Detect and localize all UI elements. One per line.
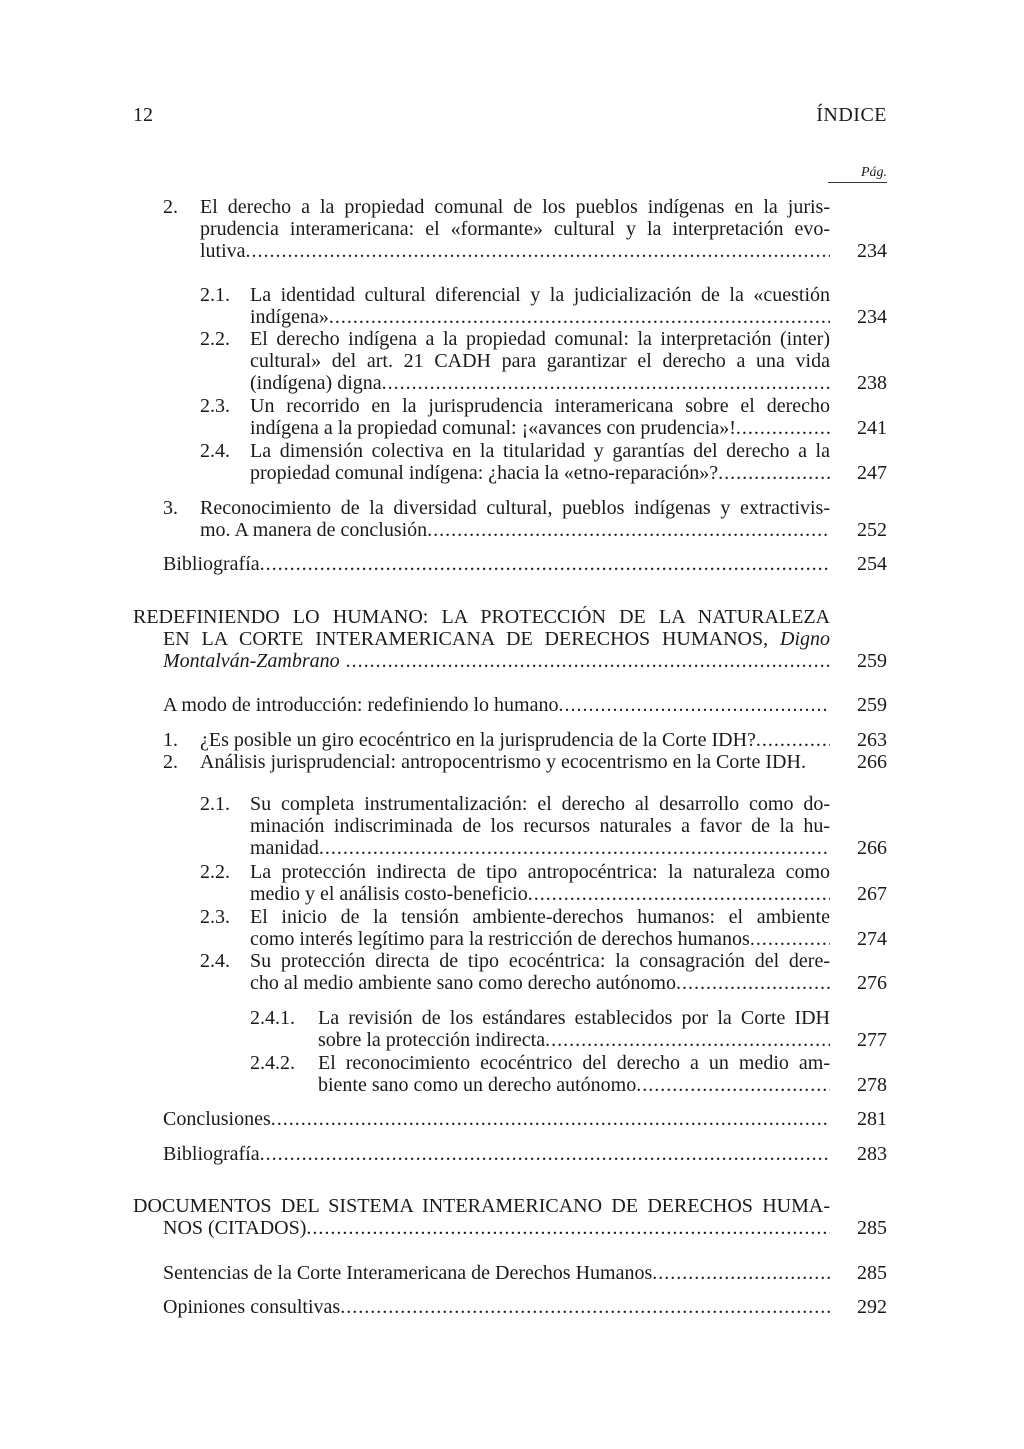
entry-line: El derecho indígena a la propiedad comunal: la interpretación (inter) [250, 328, 830, 350]
leader-dots [636, 1074, 830, 1096]
entry-page: 267 [857, 883, 887, 905]
leader-dots [319, 837, 830, 859]
leader-dots [750, 928, 830, 950]
entry-number: 2. [163, 751, 178, 773]
toc-entry-conclusiones[interactable] [0, 1108, 1024, 1130]
entry-line: Reconocimiento de la diversidad cultural, pueblos indígenas y extractivis- [200, 497, 830, 519]
toc-entry-opiniones[interactable] [0, 1296, 1024, 1318]
entry-page: 285 [857, 1262, 887, 1284]
entry-line: El inicio de la tensión ambiente-derechos humanos: el ambiente [250, 906, 830, 928]
entry-line: (indígena) digna [250, 372, 382, 394]
page-number: 12 [133, 104, 153, 126]
entry-line: El derecho a la propiedad comunal de los pueblos indígenas en la juris- [200, 196, 830, 218]
entry-page: 259 [857, 694, 887, 716]
entry-line: prudencia interamericana: el «formante» cultural y la interpretación evo- [200, 218, 830, 240]
entry-line: indígena» [250, 306, 329, 328]
entry-page: 285 [857, 1217, 887, 1239]
leader-dots [340, 1296, 830, 1318]
entry-page: 274 [857, 928, 887, 950]
chapter-line: REDEFINIENDO LO HUMANO: LA PROTECCIÓN DE LA NATURALEZA [133, 606, 830, 628]
page-column-rule [828, 182, 887, 183]
entry-number: 1. [163, 729, 178, 751]
toc-chapter-redefiniendo[interactable] [0, 606, 1024, 672]
entry-page: 266 [857, 837, 887, 859]
chapter-line: DOCUMENTOS DEL SISTEMA INTERAMERICANO DE DERECHOS HUMA- [133, 1195, 830, 1217]
entry-number: 2.4.1. [250, 1007, 295, 1029]
toc-entry-2-1[interactable] [0, 284, 1024, 328]
leader-dots [382, 372, 830, 394]
leader-dots [558, 694, 830, 716]
chapter-line: EN LA CORTE INTERAMERICANA DE DERECHOS HUMANOS, Digno [163, 628, 830, 650]
leader-dots [271, 1108, 830, 1130]
toc-entry-2-3[interactable] [0, 395, 1024, 439]
entry-page: 241 [857, 417, 887, 439]
entry-line: La revisión de los estándares establecidos por la Corte IDH [318, 1007, 830, 1029]
entry-line: manidad [250, 837, 319, 859]
leader-dots [346, 650, 830, 672]
entry-line: indígena a la propiedad comunal: ¡«avances con prudencia»! [250, 417, 736, 439]
leader-dots [246, 240, 830, 262]
entry-page: 234 [857, 240, 887, 262]
leader-dots [306, 1217, 830, 1239]
toc-entry-c2[interactable] [0, 751, 1024, 773]
entry-number: 2.4.2. [250, 1052, 295, 1074]
toc-entry-sentencias[interactable] [0, 1262, 1024, 1284]
entry-line: La dimensión colectiva en la titularidad y garantías del derecho a la [250, 440, 830, 462]
toc-entry-c2-4-2[interactable] [0, 1052, 1024, 1096]
entry-line: Bibliografía [163, 553, 260, 575]
entry-line: Su completa instrumentalización: el derecho al desarrollo como do- [250, 793, 830, 815]
entry-line: lutiva [200, 240, 246, 262]
entry-line: El reconocimiento ecocéntrico del derecho a un medio am- [318, 1052, 830, 1074]
leader-dots [427, 519, 830, 541]
entry-line: ¿Es posible un giro ecocéntrico en la jurisprudencia de la Corte IDH? [200, 729, 756, 751]
entry-line: como interés legítimo para la restricción de derechos humanos [250, 928, 750, 950]
entry-line: cultural» del art. 21 CADH para garantizar el derecho a una vida [250, 350, 830, 372]
leader-dots [329, 306, 830, 328]
entry-number: 2.1. [200, 793, 230, 815]
toc-entry-introduccion[interactable] [0, 694, 1024, 716]
entry-page: 277 [857, 1029, 887, 1051]
leader-dots [260, 1143, 830, 1165]
author-name: Montalván-Zambrano [163, 650, 340, 672]
toc-entry-c2-4[interactable] [0, 950, 1024, 994]
entry-line: biente sano como un derecho autónomo [318, 1074, 637, 1096]
leader-dots [652, 1262, 830, 1284]
toc-entry-c2-3[interactable] [0, 906, 1024, 950]
toc-entry-2[interactable] [0, 196, 1024, 262]
entry-line: Un recorrido en la jurisprudencia interamericana sobre el derecho [250, 395, 830, 417]
entry-page: 278 [857, 1074, 887, 1096]
leader-dots [545, 1029, 830, 1051]
entry-page: 247 [857, 462, 887, 484]
entry-page: 292 [857, 1296, 887, 1318]
toc-entry-2-2[interactable] [0, 328, 1024, 394]
page-column-label: Pág. [860, 165, 887, 180]
entry-line: Opiniones consultivas [163, 1296, 341, 1318]
toc-entry-c1[interactable] [0, 729, 1024, 751]
entry-line: propiedad comunal indígena: ¿hacia la «etno-reparación»? [250, 462, 719, 484]
leader-dots [756, 729, 830, 751]
entry-line: sobre la protección indirecta [318, 1029, 546, 1051]
toc-entry-2-4[interactable] [0, 440, 1024, 484]
entry-page: 263 [857, 729, 887, 751]
toc-entry-c2-4-1[interactable] [0, 1007, 1024, 1051]
leader-dots [676, 972, 830, 994]
leader-dots [260, 553, 830, 575]
entry-page: 259 [857, 650, 887, 672]
entry-page: 234 [857, 306, 887, 328]
entry-page: 283 [857, 1143, 887, 1165]
toc-entry-c2-1[interactable] [0, 793, 1024, 859]
entry-page: 276 [857, 972, 887, 994]
toc-chapter-documentos[interactable] [0, 1195, 1024, 1239]
entry-line: Análisis jurisprudencial: antropocentrismo y ecocentrismo en la Corte IDH. [200, 751, 806, 773]
chapter-line: NOS (CITADOS) [163, 1217, 307, 1239]
toc-entry-bibliografia[interactable] [0, 1143, 1024, 1165]
entry-line: La protección indirecta de tipo antropocéntrica: la naturaleza como [250, 861, 830, 883]
entry-line: A modo de introducción: redefiniendo lo humano [163, 694, 559, 716]
entry-line: mo. A manera de conclusión [200, 519, 428, 541]
entry-page: 254 [857, 553, 887, 575]
entry-line: La identidad cultural diferencial y la judicialización de la «cuestión [250, 284, 830, 306]
entry-line: Su protección directa de tipo ecocéntrica: la consagración del dere- [250, 950, 830, 972]
entry-page: 266 [857, 751, 887, 773]
entry-number: 3. [163, 497, 178, 519]
entry-number: 2.2. [200, 328, 230, 350]
entry-number: 2.2. [200, 861, 230, 883]
entry-line: Sentencias de la Corte Interamericana de Derechos Humanos [163, 1262, 653, 1284]
leader-dots [736, 417, 830, 439]
entry-number: 2.1. [200, 284, 230, 306]
entry-number: 2. [163, 196, 178, 218]
entry-line: medio y el análisis costo-beneficio [250, 883, 528, 905]
toc-entry-bibliografia[interactable] [0, 553, 1024, 575]
entry-number: 2.3. [200, 906, 230, 928]
entry-line: minación indiscriminada de los recursos naturales a favor de la hu- [250, 815, 830, 837]
entry-line: Bibliografía [163, 1143, 260, 1165]
leader-dots [718, 462, 830, 484]
entry-page: 252 [857, 519, 887, 541]
entry-page: 281 [857, 1108, 887, 1130]
entry-number: 2.3. [200, 395, 230, 417]
toc-entry-3[interactable] [0, 497, 1024, 541]
section-title: ÍNDICE [816, 104, 887, 126]
leader-dots [528, 883, 830, 905]
entry-number: 2.4. [200, 950, 230, 972]
entry-number: 2.4. [200, 440, 230, 462]
entry-line: Conclusiones [163, 1108, 271, 1130]
entry-page: 238 [857, 372, 887, 394]
toc-entry-c2-2[interactable] [0, 861, 1024, 905]
entry-line: cho al medio ambiente sano como derecho autónomo [250, 972, 676, 994]
author-name: Digno [780, 628, 830, 650]
